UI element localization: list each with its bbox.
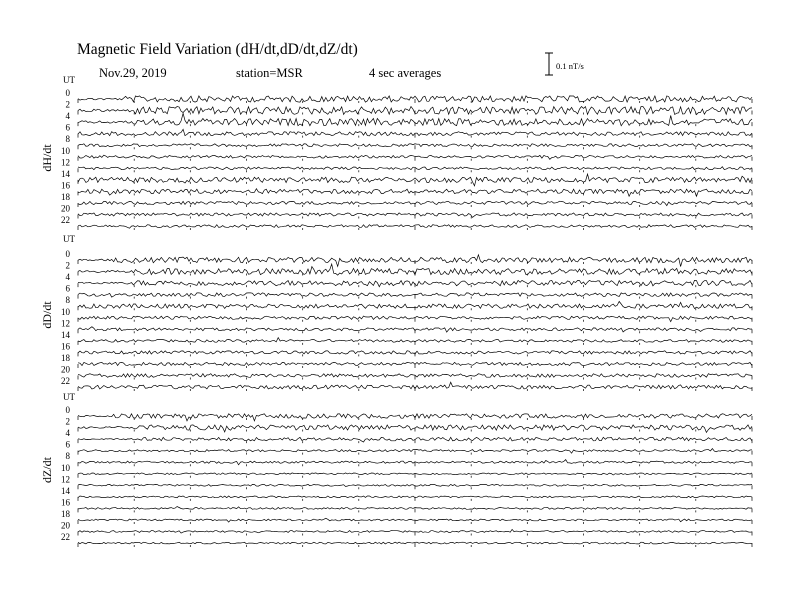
row-hour-label: 16 [61,341,70,352]
row-hour-label: 20 [61,364,70,375]
date-label: Nov.29, 2019 [99,66,167,80]
row-hour-label: 20 [61,520,70,531]
trace-ticks [78,376,752,380]
panel-dD-dt [40,234,752,391]
chart-title: Magnetic Field Variation (dH/dt,dD/dt,dZ/dt) [77,41,358,58]
row-hour-label: 14 [61,485,70,496]
row-hour-label: 10 [61,306,70,317]
panel-ylabel: dD/dt [40,301,54,329]
row-hour-label: 0 [65,249,70,259]
row-hour-label: 4 [65,428,70,439]
row-hour-label: 6 [65,122,70,133]
panel-dZ-dt [40,392,752,547]
trace-ticks [78,439,752,443]
trace-ticks [78,203,752,207]
row-hour-label: 14 [61,168,70,179]
trace-ticks [78,318,752,322]
row-hour-label: 18 [61,191,70,202]
row-hour-label: 22 [61,215,70,226]
trace-ticks [78,485,752,489]
row-hour-label: 14 [61,329,70,340]
row-hour-label: 0 [65,405,70,415]
row-hour-label: 12 [61,157,70,168]
panel-ylabel: dZ/dt [40,457,54,483]
trace-ticks [78,111,752,115]
row-hour-label: 16 [61,180,70,191]
trace-ticks [78,306,752,310]
trace-ticks [78,352,752,356]
ut-label: UT [63,392,75,402]
panel-dH-dt [40,75,752,230]
panel-ylabel: dH/dt [40,144,54,172]
trace-ticks [78,416,752,420]
row-hour-label: 10 [61,145,70,156]
row-hour-label: 22 [61,376,70,387]
trace-ticks [78,134,752,138]
trace-ticks [78,543,752,547]
row-hour-label: 8 [65,451,70,462]
ut-label: UT [63,75,75,85]
row-hour-label: 2 [65,416,70,427]
row-hour-label: 18 [61,508,70,519]
trace-ticks [78,532,752,536]
row-hour-label: 18 [61,352,70,363]
row-hour-label: 8 [65,134,70,145]
station-label: station=MSR [236,66,303,80]
scale-bar [545,53,584,75]
row-hour-label: 10 [61,462,70,473]
row-hour-label: 20 [61,203,70,214]
row-hour-label: 2 [65,260,70,271]
row-hour-label: 22 [61,532,70,543]
row-hour-label: 0 [65,88,70,98]
row-hour-label: 4 [65,111,70,122]
row-hour-label: 8 [65,295,70,306]
row-hour-label: 2 [65,99,70,110]
row-hour-label: 6 [65,283,70,294]
ut-label: UT [63,234,75,244]
trace-ticks [78,295,752,299]
row-hour-label: 12 [61,474,70,485]
row-hour-label: 16 [61,497,70,508]
averaging-label: 4 sec averages [369,66,442,80]
panels [40,75,752,547]
trace-ticks [78,508,752,512]
trace-ticks [78,283,752,287]
row-hour-label: 4 [65,272,70,283]
row-hour-label: 6 [65,439,70,450]
row-hour-label: 12 [61,318,70,329]
scale-bar-label: 0.1 nT/s [556,61,584,71]
